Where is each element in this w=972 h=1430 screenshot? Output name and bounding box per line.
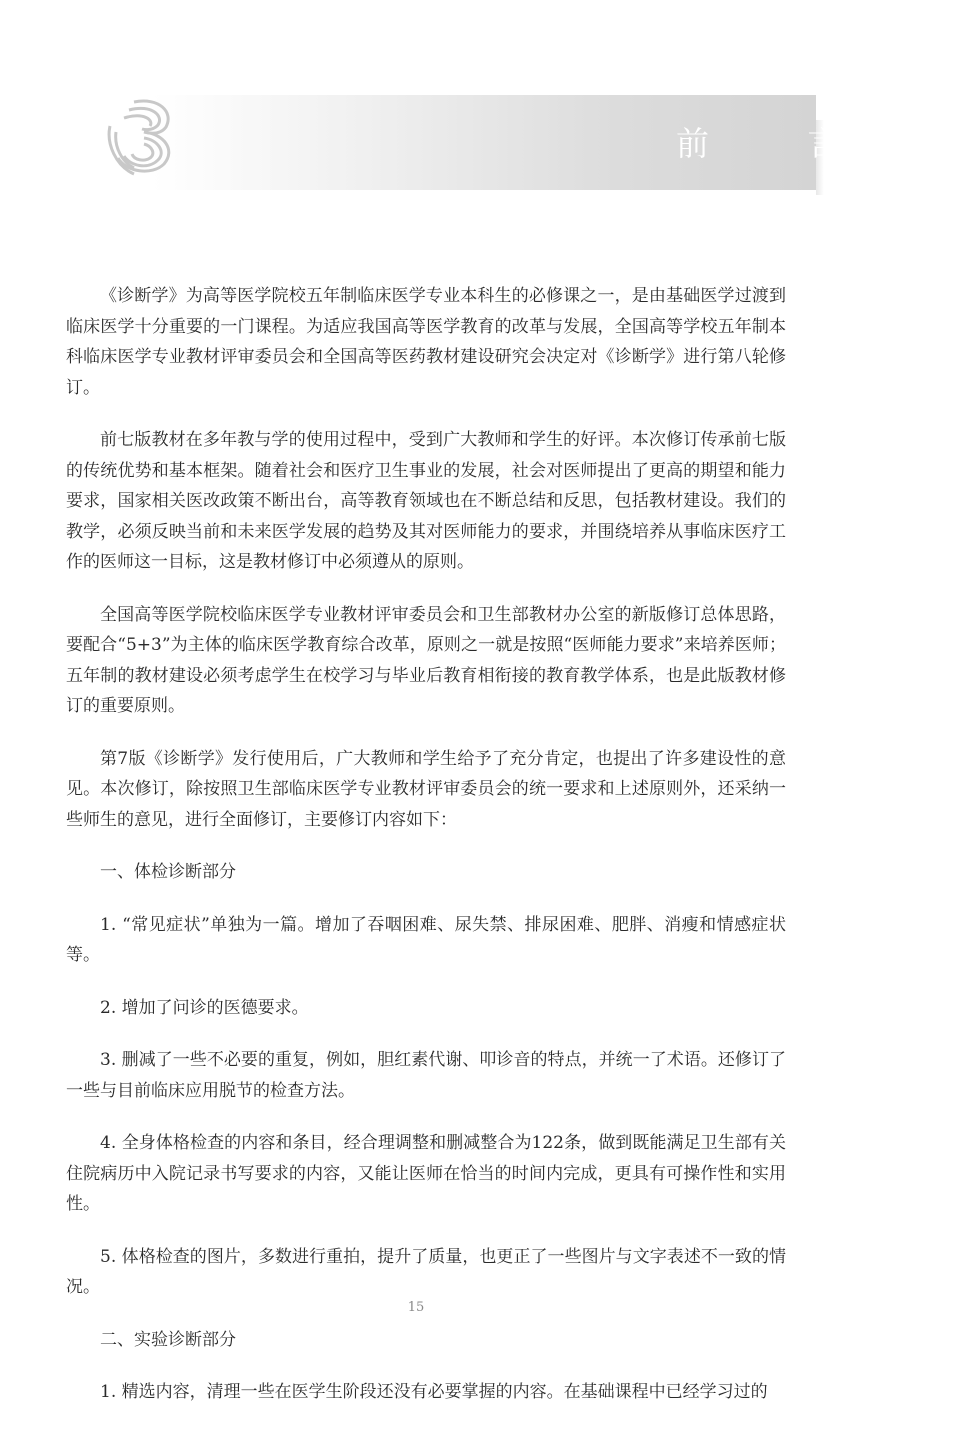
section-heading: 二、实验诊断部分 (100, 1329, 236, 1350)
page-number: 15 (407, 1300, 425, 1315)
list-item: 2. 增加了问诊的医德要求。 (100, 997, 309, 1018)
concentric-swirl-logo-icon (104, 92, 184, 178)
list-item: 5. 体格检查的图片，多数进行重拍，提升了质量，也更正了一些图片与文字表述不一致的情况。 (66, 1246, 786, 1297)
list-item: 3. 删减了一些不必要的重复，例如，胆红素代谢、叩诊音的特点，并统一了术语。还修订了一些与目前临床应用脱节的检查方法。 (66, 1050, 786, 1101)
list-item: 1. 精选内容，清理一些在医学生阶段还没有必要掌握的内容。在基础课程中已经学习过的 (100, 1382, 768, 1402)
page-title: 前 言 (676, 124, 885, 163)
paragraph: 前七版教材在多年教与学的使用过程中，受到广大教师和学生的好评。本次修订传承前七版的传统优势和基本框架。随着社会和医疗卫生事业的发展，社会对医师提出了更高的期望和能力要求，国家相关医改政策不断出台，高等教育领域也在不断总结和反思，包括教材建设。我们的教学，必须反映当前和未来医学发展的趋势及其对医师能力的要求，并围绕培养从事临床医疗工作的医师这一目标，这是教材修订中必须遵从的原则。 (66, 430, 786, 572)
list-item: 1. “常见症状”单独为一篇。增加了吞咽困难、尿失禁、排尿困难、肥胖、消瘦和情感症状等。 (66, 914, 786, 965)
document-body (66, 281, 786, 1430)
paragraph: 全国高等医学院校临床医学专业教材评审委员会和卫生部教材办公室的新版修订总体思路，要配合“5+3”为主体的临床医学教育综合改革，原则之一就是按照“医师能力要求”来培养医师；五年制的教材建设必须考虑学生在校学习与毕业后教育相衔接的教育教学体系，也是此版教材修订的重要原则。 (66, 604, 786, 716)
list-item: 4. 全身体格检查的内容和条目，经合理调整和删减整合为122条，做到既能满足卫生部有关住院病历中入院记录书写要求的内容，又能让医师在恰当的时间内完成，更具有可操作性和实用性。 (66, 1133, 786, 1214)
section-heading: 一、体检诊断部分 (100, 862, 236, 882)
paragraph: 《诊断学》为高等医学院校五年制临床医学专业本科生的必修课之一，是由基础医学过渡到临床医学十分重要的一门课程。为适应我国高等医学教育的改革与发展，全国高等学校五年制本科临床医学专业教材评审委员会和全国高等医药教材建设研究会决定对《诊断学》进行第八轮修订。 (66, 286, 786, 398)
paragraph: 第7版《诊断学》发行使用后，广大教师和学生给予了充分肯定，也提出了许多建设性的意见。本次修订，除按照卫生部临床医学专业教材评审委员会的统一要求和上述原则外，还采纳一些师生的意见，进行全面修订，主要修订内容如下： (66, 748, 786, 830)
